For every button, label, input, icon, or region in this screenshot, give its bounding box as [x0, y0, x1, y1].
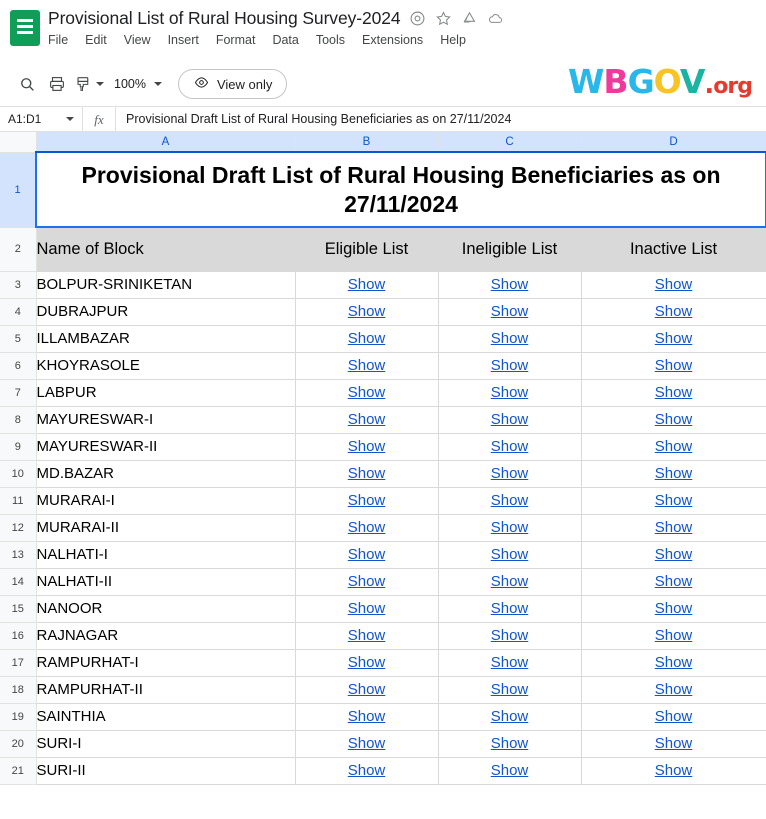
menu-item-help[interactable]: Help — [440, 33, 466, 47]
menu-item-file[interactable]: File — [48, 33, 69, 47]
block-name[interactable]: MD.BAZAR — [36, 460, 295, 487]
select-all-corner[interactable] — [0, 132, 36, 152]
inactive-list-cell[interactable] — [581, 649, 766, 676]
column-header-d[interactable]: D — [581, 132, 766, 152]
show-link[interactable]: Show — [347, 708, 386, 725]
block-name[interactable]: MURARAI-II — [36, 514, 295, 541]
show-link[interactable]: Show — [654, 357, 693, 374]
ineligible-list-cell[interactable] — [438, 487, 581, 514]
block-name[interactable]: KHOYRASOLE — [36, 352, 295, 379]
show-link[interactable]: Show — [654, 600, 693, 617]
menu-bar — [48, 33, 756, 47]
table-row — [0, 703, 766, 730]
inactive-list-cell[interactable] — [581, 379, 766, 406]
column-header-c[interactable]: C — [438, 132, 581, 152]
table-row — [0, 406, 766, 433]
eligible-list-cell[interactable] — [295, 622, 438, 649]
ineligible-list-cell[interactable] — [438, 595, 581, 622]
header-row — [0, 227, 766, 271]
ineligible-list-cell[interactable] — [438, 460, 581, 487]
column-header-b[interactable]: B — [295, 132, 438, 152]
ineligible-list-cell[interactable] — [438, 730, 581, 757]
table-row — [0, 757, 766, 784]
ineligible-list-cell[interactable] — [438, 703, 581, 730]
row-header-15[interactable]: 15 — [0, 595, 36, 622]
search-icon[interactable] — [12, 69, 42, 99]
menu-item-view[interactable]: View — [123, 33, 151, 47]
ineligible-list-cell[interactable] — [438, 406, 581, 433]
sheet-title-cell[interactable]: Provisional Draft List of Rural Housing Beneficiaries as on 27/11/2024 — [36, 152, 766, 227]
show-link[interactable]: Show — [490, 411, 529, 428]
eligible-list-cell[interactable] — [295, 487, 438, 514]
show-link[interactable]: Show — [654, 735, 693, 752]
table-row — [0, 298, 766, 325]
zoom-value: 100% — [114, 77, 146, 91]
eligible-list-cell[interactable] — [295, 406, 438, 433]
show-link[interactable]: Show — [654, 492, 693, 509]
show-link[interactable]: Show — [347, 681, 386, 698]
table-row — [0, 352, 766, 379]
show-link[interactable]: Show — [490, 573, 529, 590]
show-link[interactable]: Show — [654, 681, 693, 698]
inactive-list-cell[interactable] — [581, 271, 766, 298]
row-header-5[interactable]: 5 — [0, 325, 36, 352]
show-link[interactable]: Show — [490, 303, 529, 320]
spreadsheet-grid — [0, 132, 766, 785]
table-row — [0, 730, 766, 757]
watermark-w: W — [568, 62, 604, 101]
row-header-1[interactable]: 1 — [0, 152, 36, 227]
ineligible-list-cell[interactable] — [438, 379, 581, 406]
ineligible-list-cell[interactable] — [438, 352, 581, 379]
show-link[interactable]: Show — [347, 654, 386, 671]
chevron-down-icon — [66, 117, 74, 121]
ineligible-list-cell[interactable] — [438, 433, 581, 460]
show-link[interactable]: Show — [490, 519, 529, 536]
toolbar — [0, 62, 766, 106]
inactive-list-cell[interactable] — [581, 487, 766, 514]
row-header-10[interactable]: 10 — [0, 460, 36, 487]
name-box-value: A1:D1 — [8, 112, 42, 126]
inactive-list-cell[interactable] — [581, 568, 766, 595]
show-link[interactable]: Show — [654, 411, 693, 428]
show-link[interactable]: Show — [490, 762, 529, 779]
show-link[interactable]: Show — [347, 330, 386, 347]
inactive-list-cell[interactable] — [581, 460, 766, 487]
block-name[interactable]: SURI-I — [36, 730, 295, 757]
eligible-list-cell[interactable] — [295, 352, 438, 379]
zoom-selector[interactable] — [110, 74, 166, 94]
show-link[interactable]: Show — [654, 276, 693, 293]
ineligible-list-cell[interactable] — [438, 649, 581, 676]
show-link[interactable]: Show — [490, 627, 529, 644]
show-link[interactable]: Show — [654, 546, 693, 563]
block-name[interactable]: BOLPUR-SRINIKETAN — [36, 271, 295, 298]
eligible-list-cell[interactable] — [295, 703, 438, 730]
page-title[interactable]: Provisional List of Rural Housing Survey-2024 — [48, 8, 401, 28]
inactive-list-cell[interactable] — [581, 514, 766, 541]
show-link[interactable]: Show — [490, 276, 529, 293]
eligible-list-cell[interactable] — [295, 514, 438, 541]
show-link[interactable]: Show — [654, 762, 693, 779]
table-row — [0, 487, 766, 514]
show-link[interactable]: Show — [490, 708, 529, 725]
block-name[interactable]: SURI-II — [36, 757, 295, 784]
show-link[interactable]: Show — [490, 330, 529, 347]
show-link[interactable]: Show — [347, 303, 386, 320]
show-link[interactable]: Show — [490, 492, 529, 509]
inactive-list-cell[interactable] — [581, 541, 766, 568]
sheet-table — [0, 132, 766, 785]
show-link[interactable]: Show — [654, 654, 693, 671]
wbgov-watermark — [568, 62, 752, 101]
eligible-list-cell[interactable] — [295, 568, 438, 595]
table-row — [0, 271, 766, 298]
ineligible-list-cell[interactable] — [438, 757, 581, 784]
show-link[interactable]: Show — [654, 573, 693, 590]
block-name[interactable]: LABPUR — [36, 379, 295, 406]
ineligible-list-cell[interactable] — [438, 541, 581, 568]
table-row — [0, 541, 766, 568]
show-link[interactable]: Show — [347, 627, 386, 644]
ineligible-list-cell[interactable] — [438, 676, 581, 703]
show-link[interactable]: Show — [654, 708, 693, 725]
row-header-21[interactable]: 21 — [0, 757, 36, 784]
menu-item-format[interactable]: Format — [215, 33, 256, 47]
show-link[interactable]: Show — [654, 330, 693, 347]
watermark-o: O — [653, 62, 680, 101]
table-row — [0, 622, 766, 649]
table-row — [0, 514, 766, 541]
title-row — [0, 152, 766, 227]
watermark-tld: org — [713, 74, 752, 99]
show-link[interactable]: Show — [347, 465, 386, 482]
show-link[interactable]: Show — [490, 465, 529, 482]
row-header-16[interactable]: 16 — [0, 622, 36, 649]
column-header-a[interactable]: A — [36, 132, 295, 152]
eligible-list-cell[interactable] — [295, 298, 438, 325]
ineligible-list-cell[interactable] — [438, 271, 581, 298]
name-box[interactable] — [0, 107, 82, 131]
watermark-v: V — [679, 62, 705, 101]
show-link[interactable]: Show — [490, 654, 529, 671]
row-header-20[interactable]: 20 — [0, 730, 36, 757]
block-name[interactable]: DUBRAJPUR — [36, 298, 295, 325]
show-link[interactable]: Show — [490, 384, 529, 401]
show-link[interactable]: Show — [347, 411, 386, 428]
eligible-list-cell[interactable] — [295, 460, 438, 487]
menu-item-tools[interactable]: Tools — [315, 33, 346, 47]
table-row — [0, 676, 766, 703]
eligible-list-cell[interactable] — [295, 676, 438, 703]
row-header-12[interactable]: 12 — [0, 514, 36, 541]
block-name[interactable]: NANOOR — [36, 595, 295, 622]
block-name[interactable]: MURARAI-I — [36, 487, 295, 514]
block-name[interactable]: NALHATI-II — [36, 568, 295, 595]
eye-icon — [193, 74, 210, 94]
eligible-list-cell[interactable] — [295, 730, 438, 757]
block-name[interactable]: NALHATI-I — [36, 541, 295, 568]
row-header-7[interactable]: 7 — [0, 379, 36, 406]
show-link[interactable]: Show — [347, 546, 386, 563]
show-link[interactable]: Show — [347, 762, 386, 779]
row-header-2[interactable]: 2 — [0, 227, 36, 271]
sheets-icon — [10, 10, 40, 46]
header-name-of-block[interactable]: Name of Block — [36, 227, 295, 271]
eligible-list-cell[interactable] — [295, 595, 438, 622]
block-name[interactable]: MAYURESWAR-I — [36, 406, 295, 433]
inactive-list-cell[interactable] — [581, 703, 766, 730]
inactive-list-cell[interactable] — [581, 325, 766, 352]
menu-item-extensions[interactable]: Extensions — [362, 33, 424, 47]
formula-input[interactable]: Provisional Draft List of Rural Housing Beneficiaries as on 27/11/2024 — [126, 112, 512, 126]
header-eligible-list[interactable]: Eligible List — [295, 227, 438, 271]
table-row — [0, 568, 766, 595]
inactive-list-cell[interactable] — [581, 433, 766, 460]
eligible-list-cell[interactable] — [295, 379, 438, 406]
row-header-11[interactable]: 11 — [0, 487, 36, 514]
block-name[interactable]: RAMPURHAT-I — [36, 649, 295, 676]
inactive-list-cell[interactable] — [581, 757, 766, 784]
fx-icon: fx — [82, 107, 116, 131]
block-name[interactable]: ILLAMBAZAR — [36, 325, 295, 352]
row-header-14[interactable]: 14 — [0, 568, 36, 595]
inactive-list-cell[interactable] — [581, 298, 766, 325]
show-link[interactable]: Show — [347, 357, 386, 374]
inactive-list-cell[interactable] — [581, 352, 766, 379]
view-mode-button[interactable] — [178, 69, 287, 99]
eligible-list-cell[interactable] — [295, 757, 438, 784]
table-row — [0, 379, 766, 406]
chevron-down-icon — [154, 82, 162, 86]
show-link[interactable]: Show — [347, 492, 386, 509]
show-link[interactable]: Show — [347, 573, 386, 590]
table-row — [0, 595, 766, 622]
watermark-g: G — [627, 62, 654, 101]
comment-icon[interactable] — [409, 10, 426, 27]
formula-bar — [0, 106, 766, 132]
inactive-list-cell[interactable] — [581, 730, 766, 757]
show-link[interactable]: Show — [490, 735, 529, 752]
inactive-list-cell[interactable] — [581, 595, 766, 622]
view-mode-label: View only — [216, 76, 273, 92]
row-header-8[interactable]: 8 — [0, 406, 36, 433]
ineligible-list-cell[interactable] — [438, 514, 581, 541]
print-icon[interactable] — [42, 69, 72, 99]
show-link[interactable]: Show — [347, 384, 386, 401]
eligible-list-cell[interactable] — [295, 433, 438, 460]
eligible-list-cell[interactable] — [295, 271, 438, 298]
table-row — [0, 325, 766, 352]
cloud-icon[interactable] — [487, 10, 504, 27]
row-header-3[interactable]: 3 — [0, 271, 36, 298]
column-header-row — [0, 132, 766, 152]
table-row — [0, 460, 766, 487]
row-header-19[interactable]: 19 — [0, 703, 36, 730]
show-link[interactable]: Show — [347, 600, 386, 617]
row-header-17[interactable]: 17 — [0, 649, 36, 676]
title-block — [48, 8, 756, 47]
header-inactive-list[interactable]: Inactive List — [581, 227, 766, 271]
show-link[interactable]: Show — [654, 384, 693, 401]
show-link[interactable]: Show — [490, 681, 529, 698]
eligible-list-cell[interactable] — [295, 325, 438, 352]
show-link[interactable]: Show — [490, 546, 529, 563]
table-row — [0, 649, 766, 676]
paint-format-icon[interactable] — [72, 69, 106, 99]
menu-item-insert[interactable]: Insert — [167, 33, 199, 47]
watermark-dot: . — [704, 70, 714, 100]
document-title-row — [48, 8, 756, 29]
show-link[interactable]: Show — [490, 357, 529, 374]
block-name[interactable]: MAYURESWAR-II — [36, 433, 295, 460]
show-link[interactable]: Show — [654, 465, 693, 482]
table-row — [0, 433, 766, 460]
ineligible-list-cell[interactable] — [438, 298, 581, 325]
row-header-18[interactable]: 18 — [0, 676, 36, 703]
row-header-9[interactable]: 9 — [0, 433, 36, 460]
header-ineligible-list[interactable]: Ineligible List — [438, 227, 581, 271]
ineligible-list-cell[interactable] — [438, 568, 581, 595]
block-name[interactable]: RAMPURHAT-II — [36, 676, 295, 703]
star-icon[interactable] — [435, 10, 452, 27]
row-header-13[interactable]: 13 — [0, 541, 36, 568]
inactive-list-cell[interactable] — [581, 622, 766, 649]
show-link[interactable]: Show — [490, 600, 529, 617]
row-header-4[interactable]: 4 — [0, 298, 36, 325]
show-link[interactable]: Show — [654, 627, 693, 644]
ineligible-list-cell[interactable] — [438, 622, 581, 649]
inactive-list-cell[interactable] — [581, 676, 766, 703]
title-bar — [0, 0, 766, 62]
drive-icon[interactable] — [461, 10, 478, 27]
block-name[interactable]: RAJNAGAR — [36, 622, 295, 649]
inactive-list-cell[interactable] — [581, 406, 766, 433]
show-link[interactable]: Show — [347, 438, 386, 455]
show-link[interactable]: Show — [654, 303, 693, 320]
eligible-list-cell[interactable] — [295, 649, 438, 676]
watermark-b: B — [603, 62, 628, 101]
show-link[interactable]: Show — [654, 438, 693, 455]
show-link[interactable]: Show — [490, 438, 529, 455]
show-link[interactable]: Show — [347, 276, 386, 293]
block-name[interactable]: SAINTHIA — [36, 703, 295, 730]
show-link[interactable]: Show — [347, 735, 386, 752]
menu-item-edit[interactable]: Edit — [85, 33, 107, 47]
chevron-down-icon[interactable] — [96, 82, 104, 86]
eligible-list-cell[interactable] — [295, 541, 438, 568]
ineligible-list-cell[interactable] — [438, 325, 581, 352]
show-link[interactable]: Show — [347, 519, 386, 536]
row-header-6[interactable]: 6 — [0, 352, 36, 379]
menu-item-data[interactable]: Data — [272, 33, 299, 47]
show-link[interactable]: Show — [654, 519, 693, 536]
